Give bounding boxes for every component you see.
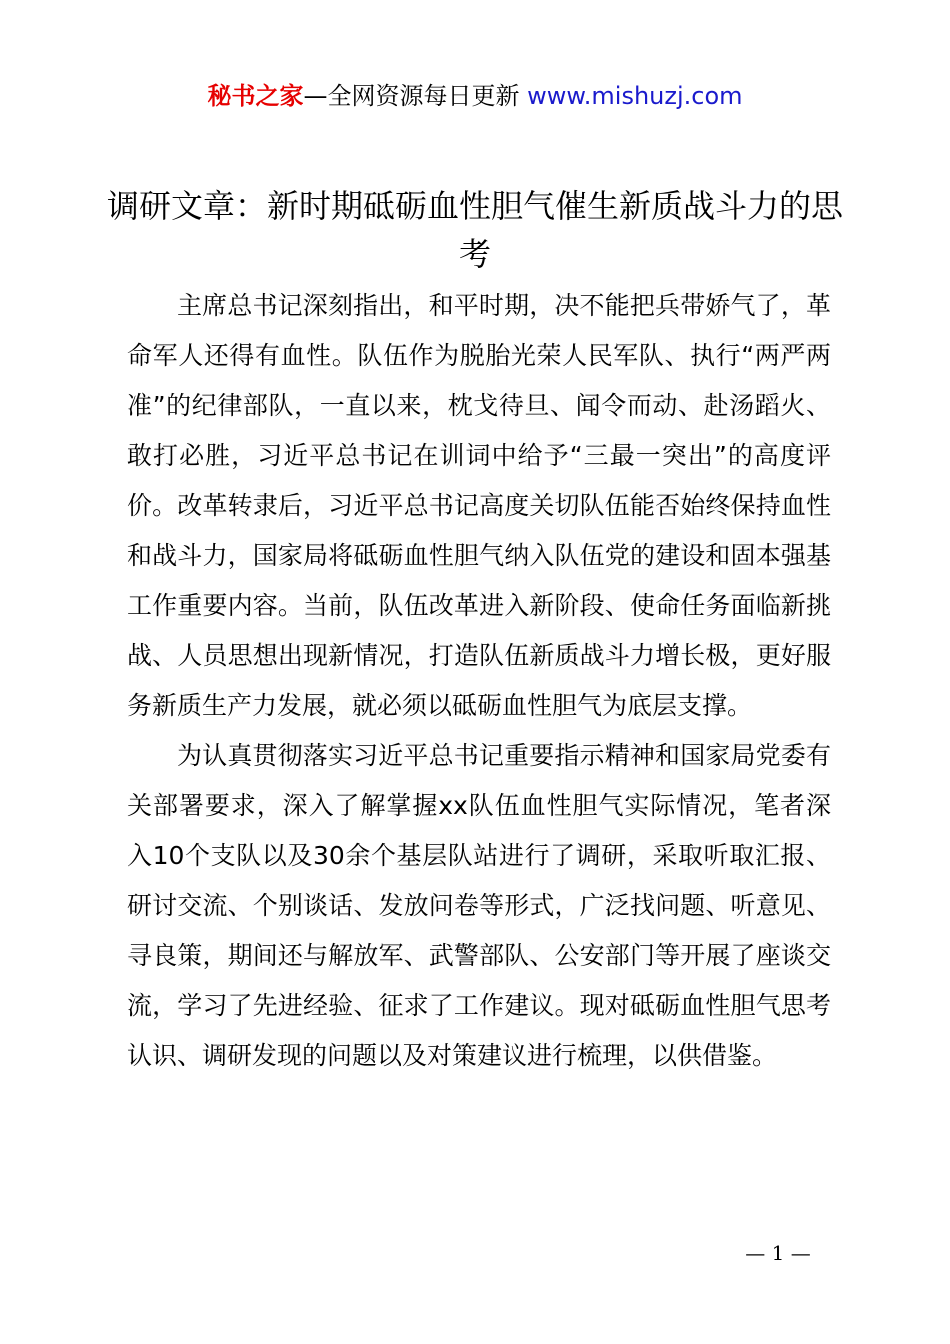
page-number: — 1 — xyxy=(745,1241,811,1265)
document-body xyxy=(127,281,831,1081)
paragraph-2: 为认真贯彻落实习近平总书记重要指示精神和国家局党委有关部署要求，深入了解掌握xx队伍血性胆气实际情况，笔者深入10个支队以及30余个基层队站进行了调研，采取听取汇报、研讨交流、个别谈话、发放问卷等形式，广泛找问题、听意见、寻良策，期间还与解放军、武警部队、公安部门等开展了座谈交流，学习了先进经验、征求了工作建议。现对砥砺血性胆气思考认识、调研发现的问题以及对策建议进行梳理，以供借鉴。 xyxy=(127,741,831,1070)
document-title: 调研文章：新时期砥砺血性胆气催生新质战斗力的思考 xyxy=(106,187,843,273)
header-tagline: —全网资源每日更新 xyxy=(303,82,520,110)
site-url-link[interactable]: www.mishuzj.com xyxy=(527,82,743,110)
brand-name: 秘书之家 xyxy=(207,82,304,110)
site-header xyxy=(0,78,950,114)
paragraph-1: 主席总书记深刻指出，和平时期，决不能把兵带娇气了，革命军人还得有血性。队伍作为脱胎光荣人民军队、执行“两严两准”的纪律部队，一直以来，枕戈待旦、闻令而动、赴汤蹈火、敢打必胜，习近平总书记在训词中给予“三最一突出”的高度评价。改革转隶后，习近平总书记高度关切队伍能否始终保持血性和战斗力，国家局将砥砺血性胆气纳入队伍党的建设和固本强基工作重要内容。当前，队伍改革进入新阶段、使命任务面临新挑战、人员思想出现新情况，打造队伍新质战斗力增长极，更好服务新质生产力发展，就必须以砥砺血性胆气为底层支撑。 xyxy=(127,291,831,720)
